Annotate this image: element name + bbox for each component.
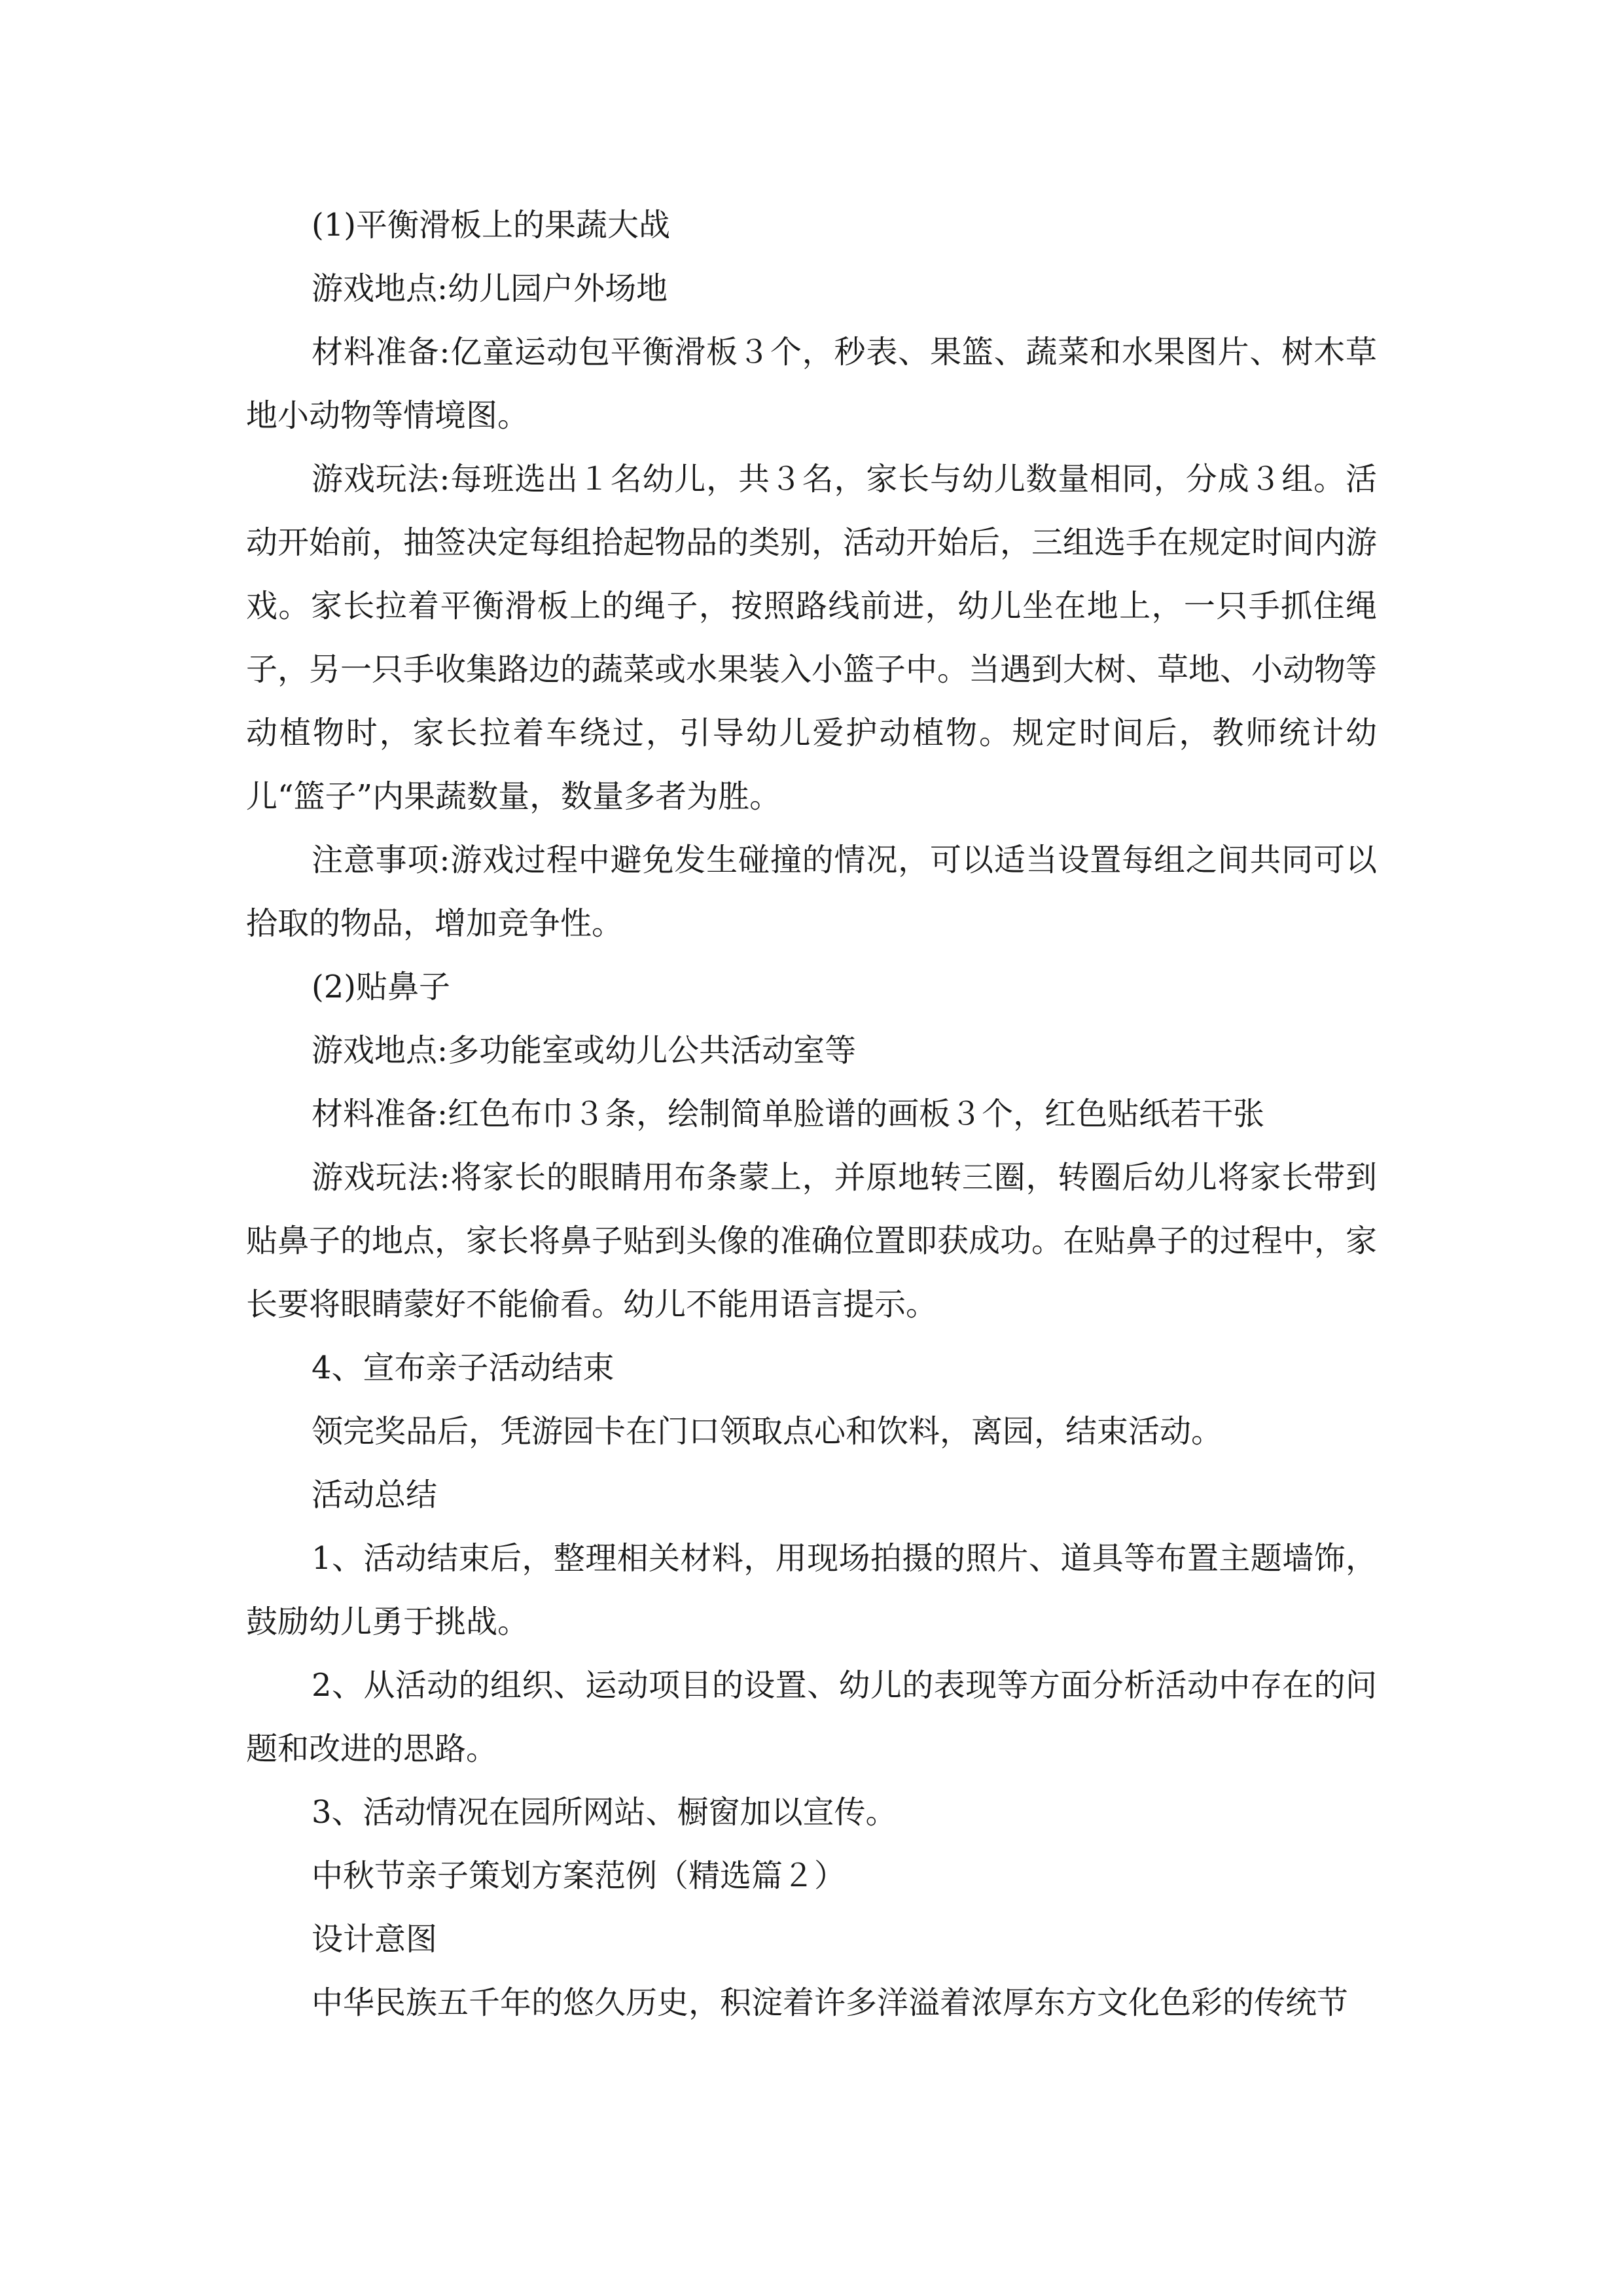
design-intent-heading: 设计意图	[312, 1921, 438, 1958]
step-heading: 4、宣布亲子活动结束	[312, 1350, 615, 1386]
design-intent-body: 中华民族五千年的悠久历史，积淀着许多洋溢着浓厚东方文化色彩的传统节	[312, 1984, 1349, 2021]
materials-prep: 材料准备:红色布巾３条，绘制简单脸谱的画板３个，红色贴纸若干张	[312, 1096, 1265, 1132]
game-location: 游戏地点:多功能室或幼儿公共活动室等	[312, 1032, 857, 1069]
game-notes: 注意事项:游戏过程中避免发生碰撞的情况，可以适当设置每组之间共同可以拾取的物品，增加竞争性。	[246, 842, 1377, 942]
materials-prep: 材料准备:亿童运动包平衡滑板３个，秒表、果篮、蔬菜和水果图片、树木草地小动物等情境图。	[246, 334, 1377, 434]
game-rules: 游戏玩法:将家长的眼睛用布条蒙上，并原地转三圈，转圈后幼儿将家长带到贴鼻子的地点，家长将鼻子贴到头像的准确位置即获成功。在贴鼻子的过程中，家长要将眼睛蒙好不能偷看。幼儿不能用语言提示。	[246, 1159, 1378, 1323]
summary-item: 3、活动情况在园所网站、橱窗加以宣传。	[312, 1794, 897, 1831]
section-heading-nose: (2)贴鼻子	[312, 969, 450, 1005]
document-body	[246, 194, 1377, 2035]
step-body: 领完奖品后，凭游园卡在门口领取点心和饮料，离园，结束活动。	[312, 1413, 1223, 1450]
summary-item: 1、活动结束后，整理相关材料，用现场拍摄的照片、道具等布置主题墙饰，鼓励幼儿勇于挑战。	[246, 1540, 1377, 1640]
game-rules: 游戏玩法:每班选出１名幼儿，共３名，家长与幼儿数量相同，分成３组。活动开始前，抽签决定每组拾起物品的类别，活动开始后，三组选手在规定时间内游戏。家长拉着平衡滑板上的绳子，按照路线前进，幼儿坐在地上，一只手抓住绳子，另一只手收集路边的蔬菜或水果装入小篮子中。当遇到大树、草地、小动物等动植物时，家长拉着车绕过，引导幼儿爱护动植物。规定时间后，教师统计幼儿“篮子”内果蔬数量，数量多者为胜。	[246, 461, 1378, 815]
section-heading-balance-board: (1)平衡滑板上的果蔬大战	[312, 207, 670, 243]
game-location: 游戏地点:幼儿园户外场地	[312, 270, 668, 307]
summary-heading: 活动总结	[312, 1477, 438, 1513]
summary-item: 2、从活动的组织、运动项目的设置、幼儿的表现等方面分析活动中存在的问题和改进的思路。	[246, 1667, 1377, 1767]
article-title: 中秋节亲子策划方案范例（精选篇２）	[312, 1857, 846, 1894]
